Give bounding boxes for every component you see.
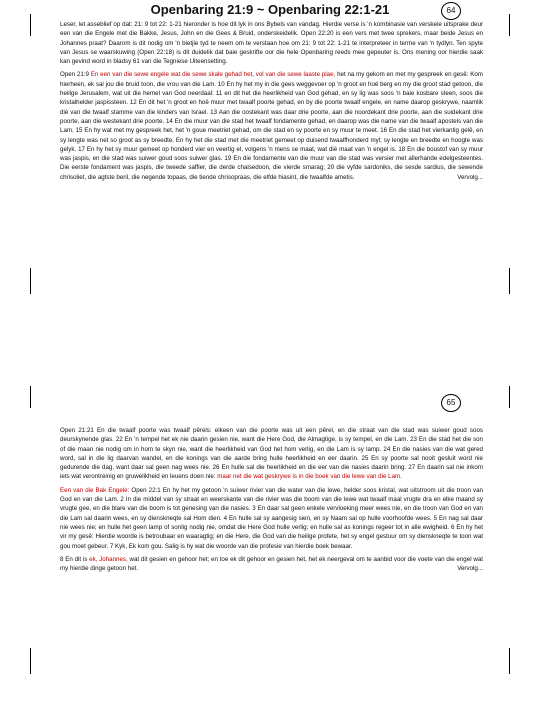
verse-highlight: En een van die sewe engele wat die sewe skale gehad het, vol van die sewe laaste plae, — [90, 71, 336, 79]
verse-text: wat dit gesien en gehoor het; en toe ek dit gehoor en gesien het, het ek neergeval om te aanbid voor die voete van die engel wat my hierdie dinge getoon het. — [60, 555, 483, 573]
page-number-badge: 65 — [441, 394, 461, 412]
crop-mark — [509, 386, 510, 408]
crop-mark — [30, 386, 31, 408]
verse-text: 8 En dit is — [60, 555, 88, 563]
verse-text: het na my gekom en met my gespreek en gesê: Kom hierheen, ek sal jou die bruid toon, die vrou van die Lam. 10 En hy het my in die gees weggevoer op 'n groot en hoë berg en my die groot stad getoon, die heilige Jerusalem, wat uit die hemel van God neerdaal: 11 en dit het die heerlikheid van God gehad, en sy lig was soos 'n baie kosbare steen, soos die kristalhelder jaspissteen. 12 En dit het 'n groot en hoë muur met twaalf poorte gehad, en by die poorte twaalf engele, en name daarop geskrywe, naamlik dié van die twaalf stamme van die kinders van Israel. 13 Aan die oostekant was daar drie poorte, aan die noordekant drie poorte, aan die suidekant drie poorte, aan die westekant drie poorte. 14 En die muur van die stad het twaalf fondamente gehad, en daarop was die name van die twaalf apostels van die Lam. 15 En hy wat met my gespreek het, het 'n goue meetriet gehad, om die stad en sy poorte en sy muur te meet. 16 En die stad het vierkantig gelê, en sy lengte was net so groot as sy breedte. En hy het die stad met die meetriet gemeet op duisend twaalfhonderd myl; sy lengte en breedte en hoogte was gelyk. 17 En hy het sy muur gemeet op honderd vier en veertig el, volgens 'n mens se maat, wat dié maat van 'n engel is. 18 En die boustof van sy muur was jaspis, en die stad was suiwer goud soos suiwer glas. 19 En die fondamente van die muur van die stad was versier met allerhande edelgesteentes. Die eerste fondament was jaspis, die tweede saffier, die derde chalsedoon, die vierde smarag; 20 die vyfde sardoniks, die sesde sardius, die sewende chrisoliet, die agtste beril, die negende topaas, die tiende chrisopraas, die elfde hiasint, die twaalfde ametis. — [60, 71, 483, 181]
verse-paragraph — [60, 555, 483, 574]
verse-text: Open 21:21 En die twaalf poorte was twaalf pêrels: elkeen van die poorte was uit een pêrel, en die straat van die stad was suiwer goud soos deurskynende glas. 22 En 'n tempel het ek nie daarin gesien nie, want die Here God, die Almagtige, is sy tempel, en die Lam. 23 En die stad het die son of die maan nie nodig om in hom te skyn nie, want die heerlikheid van God het hom verlig, en die Lam is sy lamp. 24 En die nasies van die wat gered word, sal in die lig daarvan wandel, en die konings van die aarde bring hulle heerlikheid en eer daarin. 25 En sy poorte sal nooit gesluit word nie gedurende die dag, want daar sal geen nag wees nie. 26 En hulle sal die heerlikheid en die eer van die nasies daarin bring. 27 En daarin sal nie inkom iets wat verontreinig en gruwelikheid en leuens doen nie: — [60, 427, 483, 481]
slide-2-text — [60, 426, 483, 577]
crop-mark — [509, 14, 510, 36]
intro-paragraph: Leser, let asseblief op dat: 21: 9 tot 22: 1-21 hieronder is hoe dit lyk in ons Bybels van vandag. Hierdie verse is 'n kombinasie van verskeie uitsprake deur een van die Engele met die Bakke, Jesus, John en die Gees & Bruid, onderskeidelik. Open 22:20 is een vers met twee sprekers, maar beide Jesus en Johannes praat? Daarom is dit nodig om 'n bietjie tyd te neem om te verstaan hoe om 21: 9 tot 22: 1-21 te interpreteer in terme van 'n tydlyn. Ten spyte van Jesus se waarskuwing (Open 22:18) is dit duidelik dat baie geskrifte oor die hele Openbaring reeds mee gepeuter is. Ons mening oor hierdie saak kan gevind word in bladsy 61 van die Tegniese Uiteensetting. — [60, 21, 483, 66]
verse-reference: Open 21:9 — [60, 71, 89, 79]
continue-marker: Vervolg... — [457, 173, 483, 181]
crop-mark — [30, 648, 31, 674]
speaker-label: Een van die Bak Engele: — [60, 486, 130, 494]
verse-paragraph — [60, 70, 483, 182]
continue-marker: Vervolg... — [457, 565, 483, 573]
page-title: Openbaring 21:9 ~ Openbaring 22:1-21 — [150, 2, 390, 17]
crop-mark — [30, 268, 31, 294]
speaker-label: ek, Johannes, — [89, 555, 128, 563]
page-number-badge: 64 — [441, 2, 461, 20]
verse-paragraph — [60, 426, 483, 482]
crop-mark — [30, 14, 31, 36]
verse-paragraph — [60, 486, 483, 551]
crop-mark — [509, 268, 510, 294]
slide-1-text — [60, 20, 483, 186]
verse-text: Open 22:1 En hy het my getoon 'n suiwer rivier van die water van die lewe, helder soos kristal, wat uitstroom uit die troon van God en van die Lam. 2 In die middel van sy straat en weerskante van die rivier was die boom van die lewe wat twaalf maal vrugte dra en elke maand sy vrugte gee, en die blare van die boom is tot genesing van die nasies. 3 En daar sal geen enkele vervloeking meer wees nie, en die troon van God en van die Lam sal daarin wees, en sy dienskneqte sal Hom dien. 4 En hulle sal sy aangesig sien, en sy Naam sal op hulle voorhoofde wees. 5 En nag sal daar nie wees nie; en hulle het geen lamp of sonlig nodig nie, omdat die Here God hulle verlig; en hulle sal as konings regeer tot in alle ewigheid. 6 En hy het vir my gesê: Hierdie woorde is betroubaar en waaragtig; en die Here, die God van die heilige profete, het sy engel gestuur om sy dienskneqte te toon wat gou moet gebeur. 7 Kyk, Ek kom gou. Salig is hy wat die woorde van die profesie van hierdie boek bewaar. — [60, 486, 483, 550]
crop-mark — [509, 648, 510, 674]
verse-highlight: maar net die wat geskrywe is in die boek van die lewe van die Lam. — [217, 473, 402, 481]
